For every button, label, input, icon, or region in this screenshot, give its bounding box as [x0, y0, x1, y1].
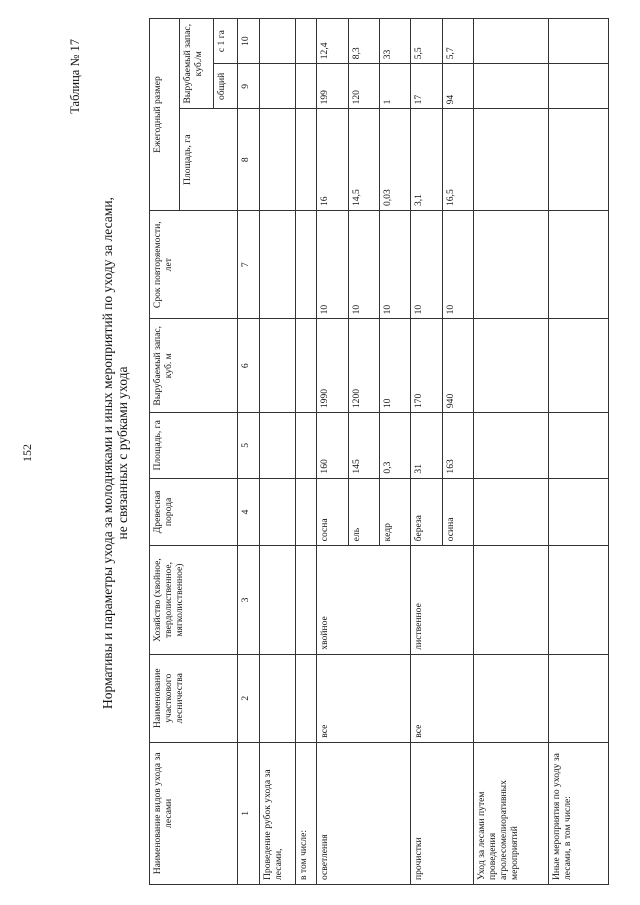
title-line-2: не связанных с рубками ухода — [115, 366, 130, 540]
cell-annual-area: 16,5 — [442, 109, 473, 211]
cell-annual-area: 0,03 — [380, 109, 411, 211]
cell-period: 10 — [380, 211, 411, 319]
header-col2: Наименование участкового лесничества — [150, 654, 238, 742]
cell-annual-area: 14,5 — [348, 109, 379, 211]
cell-annual-area: 3,1 — [411, 109, 442, 211]
cell-annual-per-ha: 5,7 — [442, 19, 473, 64]
header-col7: Срок повторяемости, лет — [150, 211, 238, 319]
table-row — [548, 19, 608, 885]
page-number: 152 — [20, 444, 34, 462]
row-clarification-name: осветления — [317, 742, 411, 884]
cell-stock: 1990 — [317, 319, 348, 413]
col-number: 8 — [237, 109, 259, 211]
cell-stock: 10 — [380, 319, 411, 413]
cell-area: 31 — [411, 413, 442, 478]
cell-annual-per-ha: 5,5 — [411, 19, 442, 64]
cell-annual-total: 94 — [442, 64, 473, 109]
cell-annual-area: 16 — [317, 109, 348, 211]
cell-annual-total: 17 — [411, 64, 442, 109]
row-agro: Уход за лесами путем проведения агролесомелиоративных мероприятий — [473, 742, 548, 884]
row-other: Иные мероприятия по уходу за лесами, в том числе: — [548, 742, 608, 884]
table-row — [473, 19, 548, 885]
cell-period: 10 — [442, 211, 473, 319]
cell-period: 10 — [317, 211, 348, 319]
row-cleaning-forestry: все — [411, 654, 474, 742]
cell-annual-total: 199 — [317, 64, 348, 109]
table-title — [100, 113, 130, 793]
header-col5: Площадь, га — [150, 413, 238, 478]
cell-annual-per-ha: 12,4 — [317, 19, 348, 64]
rotated-content — [14, 13, 614, 893]
col-number: 4 — [237, 478, 259, 546]
cell-annual-total: 120 — [348, 64, 379, 109]
cell-species: сосна — [317, 478, 348, 546]
cell-annual-per-ha: 33 — [380, 19, 411, 64]
row-cleaning-farm: лиственное — [411, 546, 474, 654]
header-annual-area: Площадь, га — [180, 109, 238, 211]
cell-area: 145 — [348, 413, 379, 478]
cell-stock: 940 — [442, 319, 473, 413]
cell-area: 160 — [317, 413, 348, 478]
cell-annual-per-ha: 8,3 — [348, 19, 379, 64]
cell-stock: 170 — [411, 319, 442, 413]
row-including: в том числе: — [295, 742, 317, 884]
table-row — [411, 19, 442, 885]
cell-annual-total: 1 — [380, 64, 411, 109]
header-col4: Древесная порода — [150, 478, 238, 546]
header-annual-per-ha: с 1 га — [213, 19, 237, 64]
col-number: 9 — [237, 64, 259, 109]
header-col3: Хозяйство (хвойное, твердолиственное, мягколиственное) — [150, 546, 238, 654]
cell-stock: 1200 — [348, 319, 379, 413]
table-row — [259, 19, 295, 885]
cell-area: 0,3 — [380, 413, 411, 478]
row-clarification-forestry: все — [317, 654, 411, 742]
cell-area: 163 — [442, 413, 473, 478]
header-annual-total: общий — [213, 64, 237, 109]
norms-table — [149, 18, 609, 885]
col-number: 6 — [237, 319, 259, 413]
cell-species: ель — [348, 478, 379, 546]
table-row — [317, 19, 348, 885]
cell-period: 10 — [411, 211, 442, 319]
row-thinning-heading: Проведение рубок ухода за лесами, — [259, 742, 295, 884]
table-number: Таблица № 17 — [68, 39, 82, 114]
cell-species: береза — [411, 478, 442, 546]
title-line-1: Нормативы и параметры ухода за молодняками и иных мероприятий по уходу за лесами, — [100, 197, 115, 709]
header-annual: Ежегодный размер — [150, 19, 180, 211]
col-number: 2 — [237, 654, 259, 742]
col-number: 10 — [237, 19, 259, 64]
cell-period: 10 — [348, 211, 379, 319]
header-annual-stock: Вырубаемый запас, куб./м — [180, 19, 214, 109]
col-number: 7 — [237, 211, 259, 319]
col-number: 5 — [237, 413, 259, 478]
cell-species: осина — [442, 478, 473, 546]
row-clarification-farm: хвойное — [317, 546, 411, 654]
header-col6: Вырубаемый запас, куб. м — [150, 319, 238, 413]
header-col1: Наименование видов ухода за лесами — [150, 742, 238, 884]
cell-species: кедр — [380, 478, 411, 546]
col-number: 1 — [237, 742, 259, 884]
table-row — [295, 19, 317, 885]
col-number: 3 — [237, 546, 259, 654]
row-cleaning-name: прочистки — [411, 742, 474, 884]
